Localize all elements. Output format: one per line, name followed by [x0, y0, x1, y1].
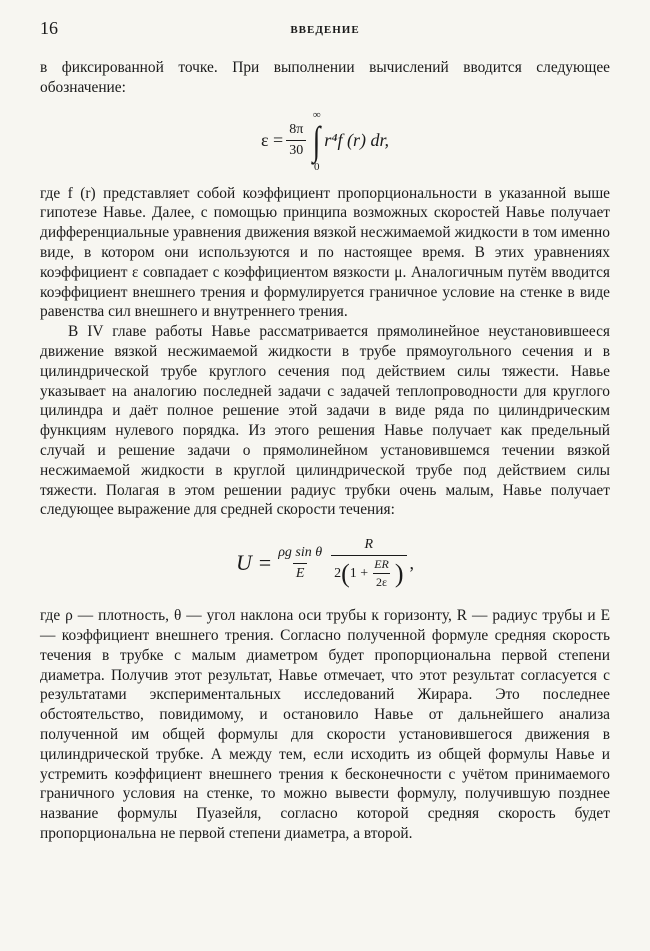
fraction-denominator: 30 — [286, 140, 306, 159]
integral-upper-limit: ∞ — [312, 108, 321, 121]
integrand: r⁴f (r) dr, — [324, 130, 390, 151]
fraction-1-numerator: ρg sin θ — [278, 544, 323, 560]
formula-epsilon-lhs: ε = — [260, 130, 284, 151]
page-number: 16 — [40, 18, 58, 38]
running-head: ВВЕДЕНИЕ — [290, 24, 360, 36]
formula-velocity — [40, 520, 610, 606]
integral-sign — [311, 109, 322, 173]
left-paren: ( — [341, 558, 350, 588]
right-paren: ) — [394, 558, 404, 588]
formula-velocity-lhs: U = — [235, 550, 273, 576]
formula-velocity-fraction-2 — [331, 537, 406, 589]
page-header — [40, 18, 610, 44]
formula-velocity-fraction-1 — [275, 545, 325, 582]
paragraph-1: в фиксированной точке. При выполнении вычислений вводится следующее обозначение: — [40, 59, 610, 96]
denominator-prefix: 2 — [334, 565, 342, 581]
integral-symbol-icon: ∫ — [312, 117, 321, 163]
formula-velocity-trail: , — [409, 552, 415, 573]
inner-fraction — [371, 558, 392, 589]
fraction-1-denominator: E — [293, 563, 308, 582]
fraction-numerator: 8π — [289, 122, 304, 138]
inner-numerator: ER — [374, 557, 389, 572]
paragraph-3: В IV главе работы Навье рассматривается прямолинейное неустановившееся движение вязкой несжимаемой жидкости в трубе прямоугольного сечения и в цилиндрической трубе круглого сечения под действием силы тяжести. Навье указывает на аналогию последней задачи с задачей теплопроводности для круглого цилиндра и даёт полное решение этой задачи в виде ряда по цилиндрическим функциям нулевого порядка. Из этого решения Навье получает как предельный случай и решение задачи о прямолинейном установившемся течении вязкой несжимаемой жидкости в круглой цилиндрической трубе под действием силы тяжести. Полагая в этом решении радиус трубки очень малым, Навье получает следующее выражение для средней скорости течения: — [40, 323, 610, 519]
integral-lower-limit: 0 — [314, 160, 320, 173]
book-page — [40, 18, 610, 844]
fraction-2-denominator — [331, 555, 406, 589]
denominator-one: 1 + — [349, 565, 369, 581]
paragraph-4: где ρ — плотность, θ — угол наклона оси трубы к горизонту, R — радиус трубы и E — коэффициент внешнего трения. Согласно полученной формуле средняя скорость течения в трубке с малым диаметром будет пропорциональна первой степени диаметра. Получив этот результат, Навье отмечает, что этот результат согласуется с результатами экспериментальных исследований Жирара. Это последнее обстоятельство, повидимому, и остановило Навье от дальнейшего анализа полученной им общей формулы для скорости установившегося движения в цилиндрической трубке. А между тем, если исходить из общей формулы Навье и устремить коэффициент внешнего трения к бесконечности с учётом принимаемого граничного условия на стенке, то можно вывести формулу, получившую позднее название формулы Пуазейля, согласно которой средняя скорость будет пропорциональна не первой степени диаметра, а второй. — [40, 607, 610, 842]
inner-denominator: 2ε — [373, 573, 390, 589]
formula-epsilon-fraction — [286, 122, 306, 159]
formula-epsilon — [40, 98, 610, 184]
fraction-2-numerator: R — [364, 537, 374, 553]
paragraph-2: где f (r) представляет собой коэффициент пропорциональности в указанной выше гипотезе Навье. Далее, с помощью принципа возможных скоростей Навье получает дифференциальные уравнения движения вязкой несжимаемой жидкости в том именно виде, в котором они используются и по настоящее время. В этих уравнениях коэффициент ε совпадает с коэффициентом вязкости μ. Аналогичным путём вводится коэффициент внешнего трения и формулируется граничное условие на стенке в виде равенства сил внешнего и внутреннего трения. — [40, 184, 610, 321]
